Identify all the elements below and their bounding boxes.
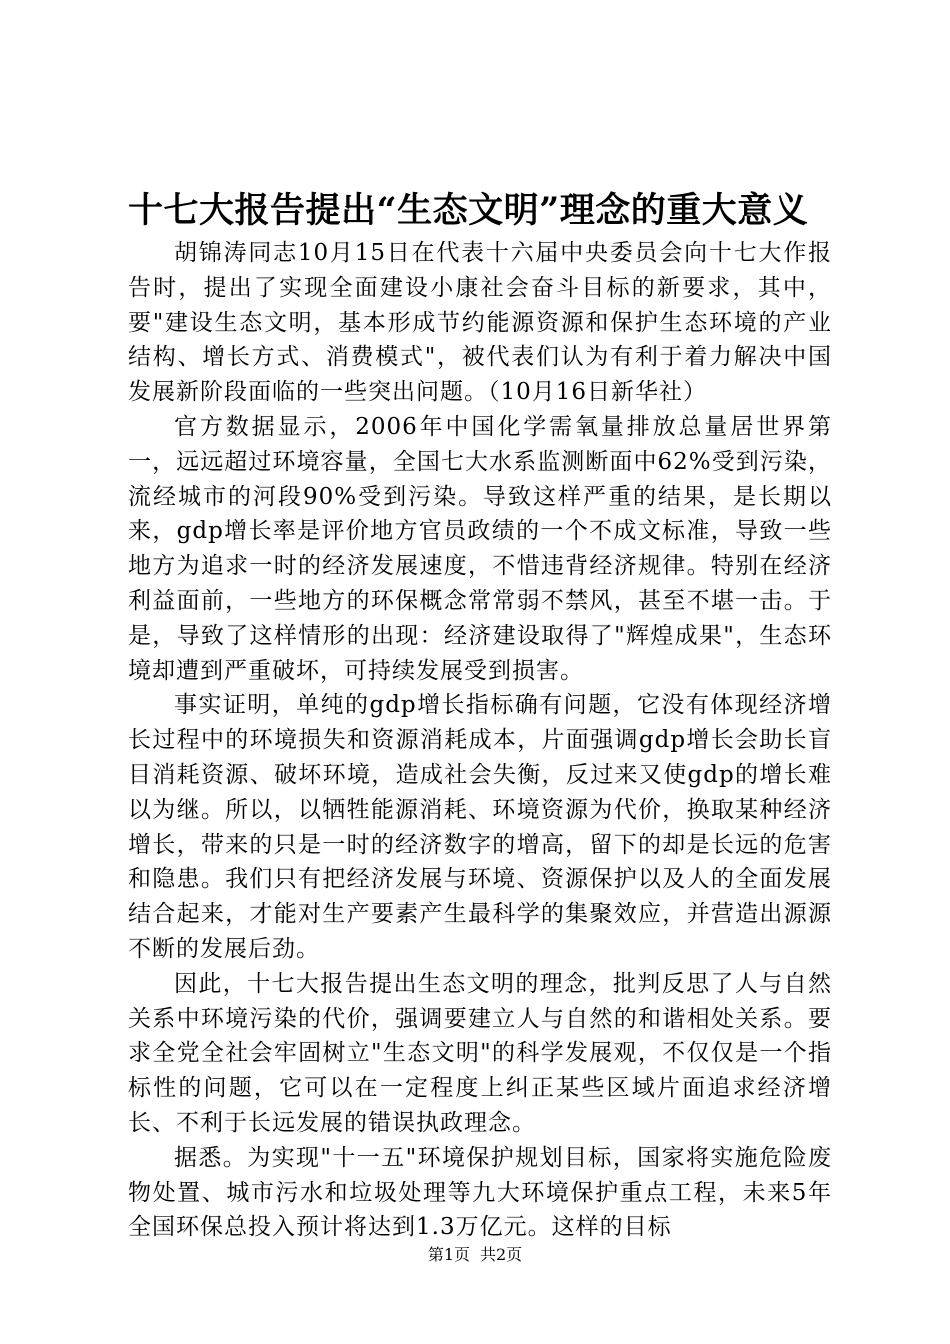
document-title: 十七大报告提出“生态文明”理念的重大意义	[128, 190, 809, 231]
paragraph-2: 官方数据显示，2006年中国化学需氧量排放总量居世界第一，远远超过环境容量，全国七大水系监测断面中62%受到污染，流经城市的河段90%受到污染。导致这样严重的结果，是长期以来，gdp增长率是评价地方官员政绩的一个不成文标准，导致一些地方为追求一时的经济发展速度，不惜违背经济规律。特别在经济利益面前，一些地方的环保概念常常弱不禁风，甚至不堪一击。于是，导致了这样情形的出现：经济建设取得了"辉煌成果"，生态环境却遭到严重破坏，可持续发展受到损害。	[128, 413, 832, 684]
page-footer	[0, 1243, 950, 1267]
document-body	[128, 236, 832, 1245]
page-total: 共2页	[480, 1245, 523, 1264]
paragraph-5: 据悉。为实现"十一五"环境保护规划目标，国家将实施危险废物处置、城市污水和垃圾处理等九大环境保护重点工程，未来5年全国环保总投入预计将达到1.3万亿元。这样的目标	[128, 1144, 832, 1241]
page-number: 第1页	[427, 1245, 470, 1264]
paragraph-1: 胡锦涛同志10月15日在代表十六届中央委员会向十七大作报告时，提出了实现全面建设小康社会奋斗目标的新要求，其中，要"建设生态文明，基本形成节约能源资源和保护生态环境的产业结构、增长方式、消费模式"，被代表们认为有利于着力解决中国发展新阶段面临的一些突出问题。（10月16日新华社）	[128, 240, 832, 406]
paragraph-4: 因此，十七大报告提出生态文明的理念，批判反思了人与自然关系中环境污染的代价，强调要建立人与自然的和谐相处关系。要求全党全社会牢固树立"生态文明"的科学发展观，不仅仅是一个指标性的问题，它可以在一定程度上纠正某些区域片面追求经济增长、不利于长远发展的错误执政理念。	[128, 970, 832, 1136]
paragraph-3: 事实证明，单纯的gdp增长指标确有问题，它没有体现经济增长过程中的环境损失和资源消耗成本，片面强调gdp增长会助长盲目消耗资源、破坏环境，造成社会失衡，反过来又使gdp的增长难以为继。所以，以牺牲能源消耗、环境资源为代价，换取某种经济增长，带来的只是一时的经济数字的增高，留下的却是长远的危害和隐患。我们只有把经济发展与环境、资源保护以及人的全面发展结合起来，才能对生产要素产生最科学的集聚效应，并营造出源源不断的发展后劲。	[128, 692, 832, 962]
